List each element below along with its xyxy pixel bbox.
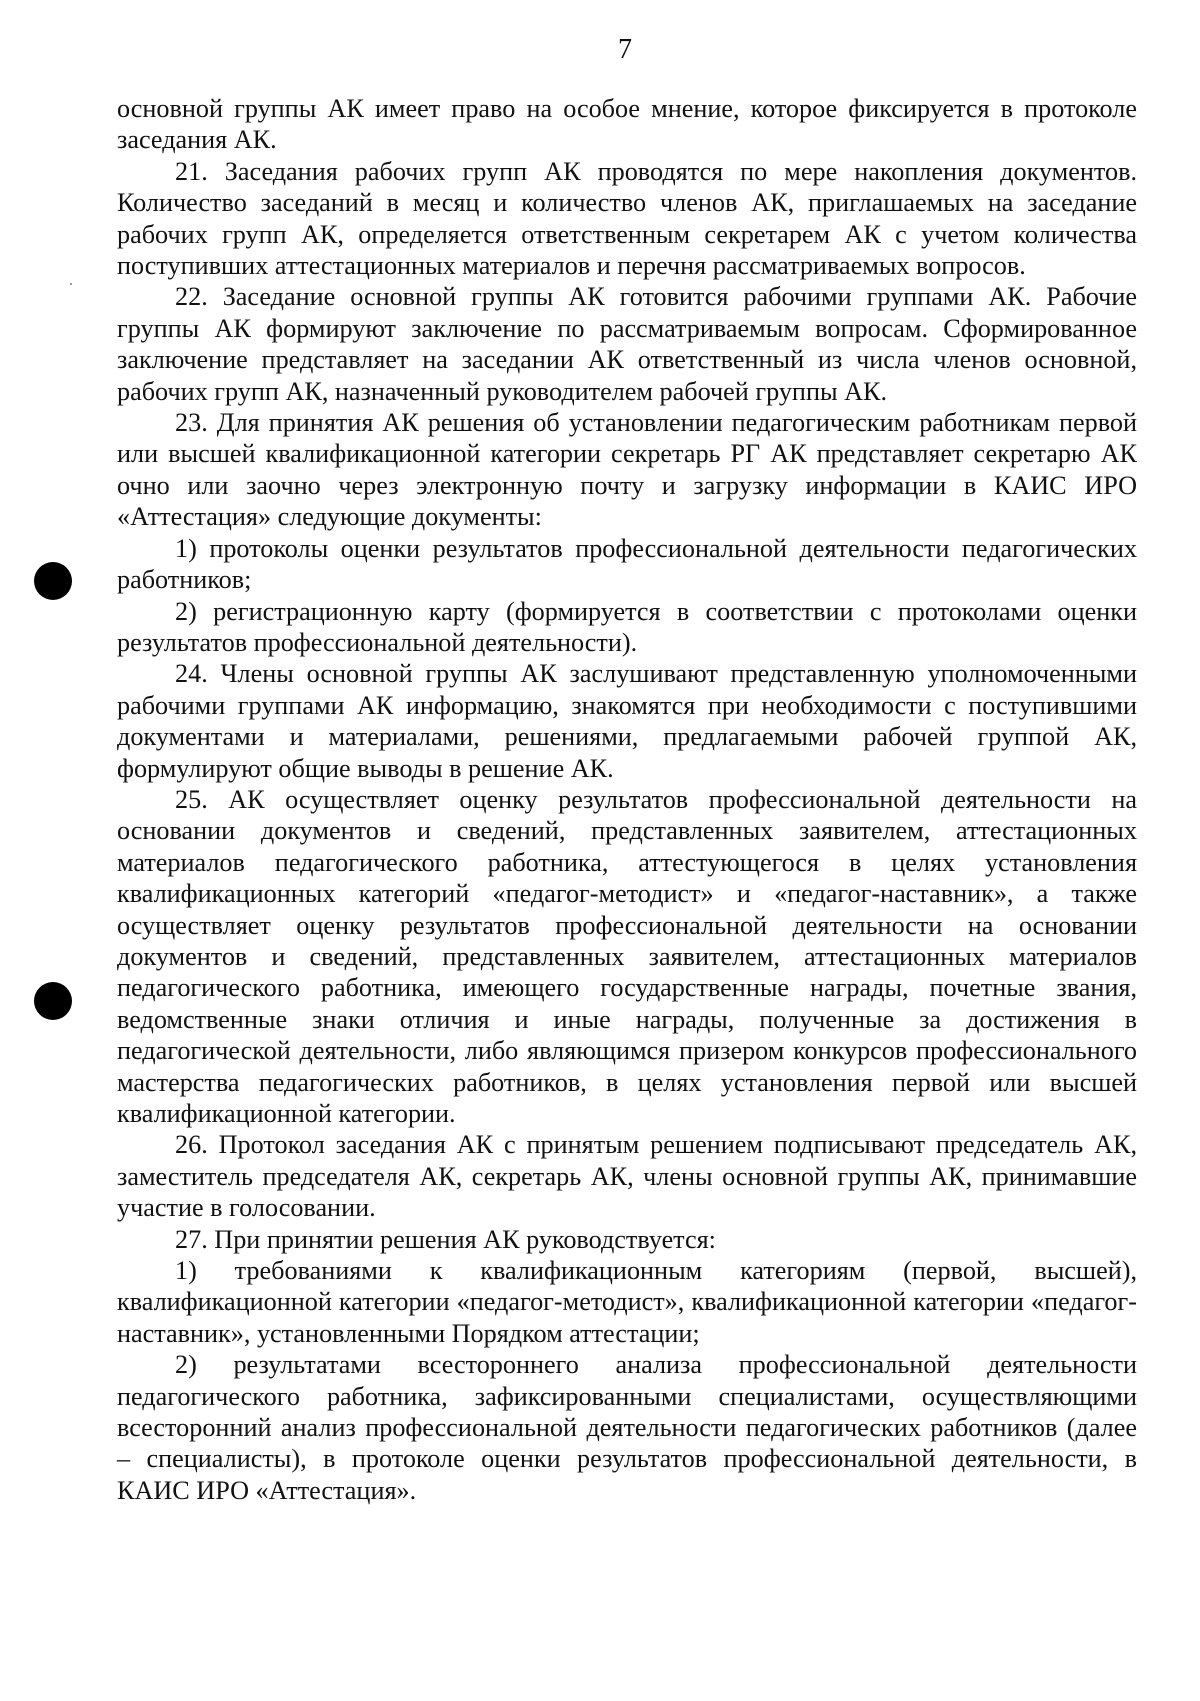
hole-punch-mark-bottom [34, 982, 72, 1020]
hole-punch-mark-top [34, 562, 72, 600]
paragraph-23: 23. Для принятия АК решения об установлении педагогическим работникам первой или высшей квалификационной категории секретарь РГ АК представляет секретарю АК очно или заочно через электронную почту и загрузку информации в КАИС ИРО «Аттестация» следующие документы: [117, 408, 1137, 532]
paragraph-23-item-1: 1) протоколы оценки результатов профессиональной деятельности педагогических работников; [117, 533, 1137, 595]
paragraph-24: 24. Члены основной группы АК заслушивают представленную уполномоченными рабочими группами АК информацию, знакомятся при необходимости с поступившими документами и материалами, решениями, предлагаемыми рабочей группой АК, формулируют общие выводы в решение АК. [117, 659, 1137, 783]
paragraph-27-item-1: 1) требованиями к квалификационным категориям (первой, высшей), квалификационной категории «педагог-методист», квалификационной категории «педагог-наставник», установленными Порядком аттестации; [117, 1256, 1137, 1348]
paragraph-27-item-2: 2) результатами всестороннего анализа профессиональной деятельности педагогического работника, зафиксированными специалистами, осуществляющими всесторонний анализ профессиональной деятельности педагогических работников (далее – специалисты), в протоколе оценки результатов профессиональной деятельности, в КАИС ИРО «Аттестация». [117, 1350, 1137, 1505]
paragraph-23-item-2: 2) регистрационную карту (формируется в соответствии с протоколами оценки результатов профессиональной деятельности). [117, 596, 1137, 657]
page-number: 7 [618, 34, 632, 65]
paragraph-22: 22. Заседание основной группы АК готовится рабочими группами АК. Рабочие группы АК формируют заключение по рассматриваемым вопросам. Сформированное заключение представляет на заседании АК ответственный из числа членов основной, рабочих групп АК, назначенный руководителем рабочей группы АК. [117, 282, 1137, 406]
scan-speck [70, 283, 72, 285]
paragraph-26: 26. Протокол заседания АК с принятым решением подписывают председатель АК, заместитель председателя АК, секретарь АК, члены основной группы АК, принимавшие участие в голосовании. [117, 1130, 1137, 1223]
paragraph-27: 27. При принятии решения АК руководствуется: [175, 1224, 716, 1254]
paragraph-21: 21. Заседания рабочих групп АК проводятся по мере накопления документов. Количество заседаний в месяц и количество членов АК, приглашаемых на заседание рабочих групп АК, определяется ответственным секретарем АК с учетом количества поступивших аттестационных материалов и перечня рассматриваемых вопросов. [117, 156, 1137, 281]
paragraph-25: 25. АК осуществляет оценку результатов профессиональной деятельности на основании документов и сведений, представленных заявителем, аттестационных материалов педагогического работника, аттестующегося в целях установления квалификационных категорий «педагог-методист» и «педагог-наставник», а также осуществляет оценку результатов профессиональной деятельности на основании документов и сведений, представленных заявителем, аттестационных материалов педагогического работника, имеющего государственные награды, почетные звания, ведомственные знаки отличия и иные награды, полученные за достижения в педагогической деятельности, либо являющимся призером конкурсов профессионального мастерства педагогических работников, в целях установления первой или высшей квалификационной категории. [117, 784, 1137, 1128]
document-body [117, 93, 1137, 1506]
paragraph-continuation: основной группы АК имеет право на особое мнение, которое фиксируется в протоколе заседания АК. [117, 94, 1137, 155]
